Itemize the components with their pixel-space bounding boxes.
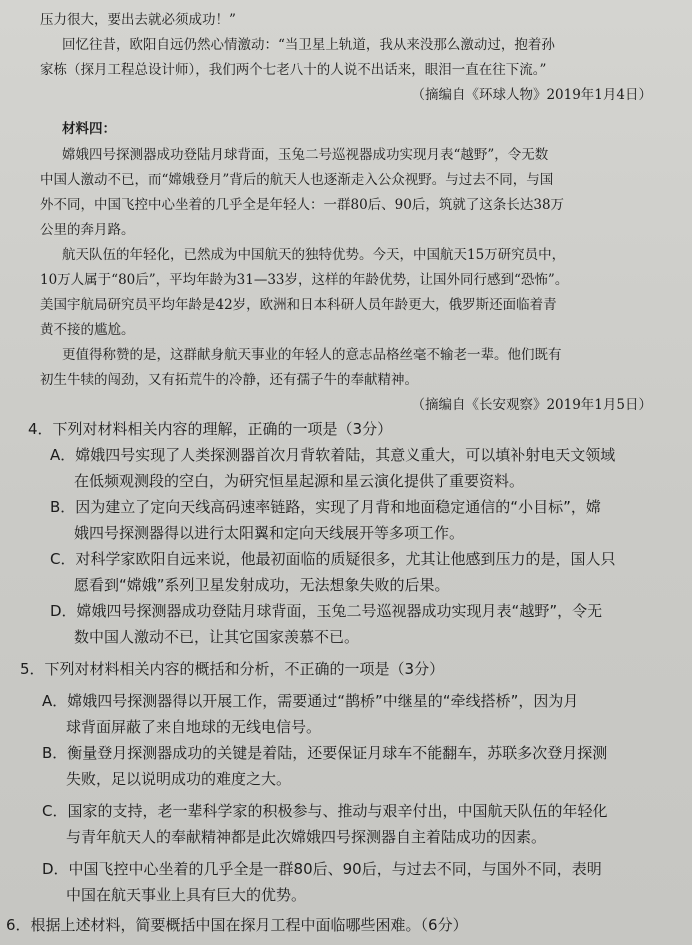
option-line: C．国家的支持，老一辈科学家的积极参与、推动与艰辛付出，中国航天队伍的年轻化 [42, 802, 608, 820]
text-line: 美国宇航局研究员平均年龄是42岁，欧洲和日本科研人员年龄更大，俄罗斯还面临着青 [40, 297, 557, 313]
citation: （摘编自《环球人物》2019年1月4日） [411, 87, 652, 103]
section-heading: 材料四： [62, 121, 116, 137]
citation: （摘编自《长安观察》2019年1月5日） [411, 397, 652, 413]
option-line: B．因为建立了定向天线高码速率链路，实现了月背和地面稳定通信的“小目标”，嫦 [50, 498, 601, 516]
text-line: 压力很大，要出去就必须成功！” [40, 12, 236, 28]
option-line: 娥四号探测器得以进行太阳翼和定向天线展开等多项工作。 [74, 524, 465, 542]
text-line: 中国人激动不已，而“嫦娥登月”背后的航天人也逐渐走入公众视野。与过去不同，与国 [40, 172, 554, 188]
option-line: 在低频观测段的空白，为研究恒星起源和星云演化提供了重要资料。 [74, 472, 525, 490]
question-stem: 4．下列对材料相关内容的理解，正确的一项是（3分） [28, 420, 393, 438]
text-line: 航天队伍的年轻化，已然成为中国航天的独特优势。今天，中国航天15万研究员中， [62, 247, 566, 263]
option-line: A．嫦娥四号实现了人类探测器首次月背软着陆，其意义重大，可以填补射电天文领域 [50, 446, 616, 464]
option-line: A．嫦娥四号探测器得以开展工作，需要通过“鹊桥”中继星的“牵线搭桥”，因为月 [42, 692, 579, 710]
text-line: 更值得称赞的是，这群献身航天事业的年轻人的意志品格丝毫不输老一辈。他们既有 [62, 347, 562, 363]
option-line: D．中国飞控中心坐着的几乎全是一群80后、90后，与过去不同，与国外不同，表明 [42, 860, 602, 878]
option-line: 球背面屏蔽了来自地球的无线电信号。 [66, 718, 322, 736]
option-line: 数中国人激动不已，让其它国家羡慕不已。 [74, 628, 360, 646]
text-line: 嫦娥四号探测器成功登陆月球背面，玉兔二号巡视器成功实现月表“越野”，令无数 [62, 147, 549, 163]
option-line: 与青年航天人的奉献精神都是此次嫦娥四号探测器自主着陆成功的因素。 [66, 828, 547, 846]
option-line: 中国在航天事业上具有巨大的优势。 [66, 886, 307, 904]
option-line: 失败，足以说明成功的难度之大。 [66, 770, 292, 788]
option-line: B．衡量登月探测器成功的关键是着陆，还要保证月球车不能翻车，苏联多次登月探测 [42, 744, 608, 762]
option-line: C．对科学家欧阳自远来说，他最初面临的质疑很多，尤其让他感到压力的是，国人只 [50, 550, 616, 568]
text-line: 回忆往昔，欧阳自远仍然心情激动：“当卫星上轨道，我从来没那么激动过，抱着孙 [62, 37, 555, 53]
text-line: 家栋（探月工程总设计师），我们两个七老八十的人说不出话来，眼泪一直在往下流。” [40, 62, 547, 78]
text-line: 10万人属于“80后”，平均年龄为31—33岁，这样的年龄优势，让国外同行感到“恐怖”。 [40, 272, 569, 288]
text-line: 公里的奔月路。 [40, 222, 135, 238]
text-line: 黄不接的尴尬。 [40, 322, 135, 338]
question-stem: 6．根据上述材料，简要概括中国在探月工程中面临哪些困难。（6分） [6, 916, 468, 934]
option-line: 愿看到“嫦娥”系列卫星发射成功，无法想象失败的后果。 [74, 576, 450, 594]
option-line: D．嫦娥四号探测器成功登陆月球背面，玉兔二号巡视器成功实现月表“越野”，令无 [50, 602, 603, 620]
text-line: 初生牛犊的闯劲，又有拓荒牛的冷静，还有孺子牛的奉献精神。 [40, 372, 418, 388]
text-line: 外不同，中国飞控中心坐着的几乎全是年轻人：一群80后、90后，筑就了这条长达38万 [40, 197, 565, 213]
question-stem: 5．下列对材料相关内容的概括和分析，不正确的一项是（3分） [20, 660, 445, 678]
